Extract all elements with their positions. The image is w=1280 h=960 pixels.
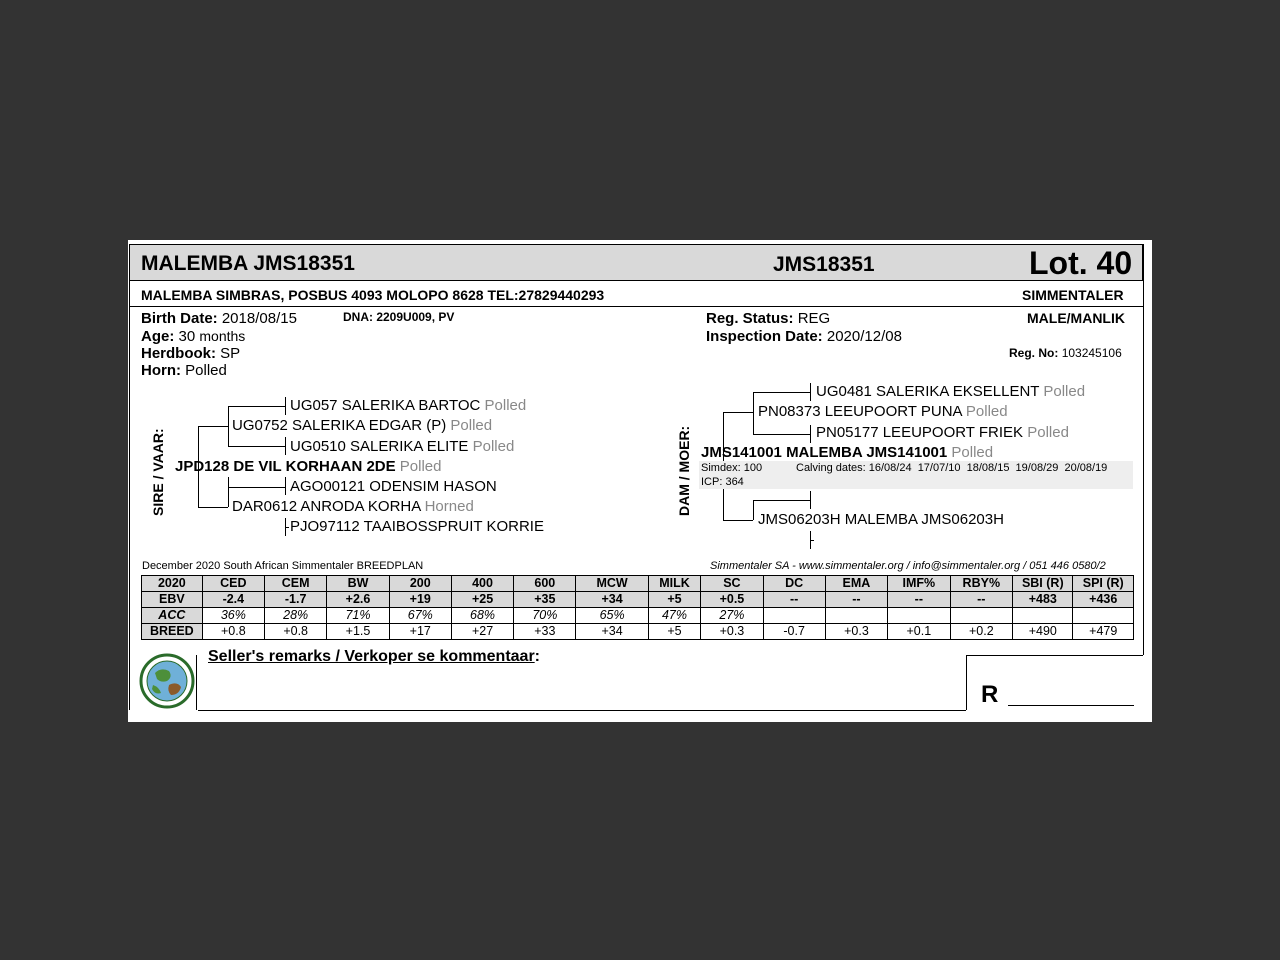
line — [228, 477, 229, 507]
ebv-header-row-cell: MILK — [648, 576, 701, 592]
ebv-header-row-cell: 2020 — [142, 576, 203, 592]
ebv-row-breed-cell: +0.3 — [701, 624, 763, 640]
ebv-header-row-cell: EMA — [825, 576, 887, 592]
ebv-row-ebv-cell: +25 — [451, 592, 513, 608]
divider — [129, 306, 1143, 307]
breed-name: SIMMENTALER — [1022, 287, 1124, 303]
line — [753, 500, 810, 501]
ebv-row-ebv-cell: -- — [950, 592, 1013, 608]
ebv-row-acc-cell: 65% — [576, 608, 648, 624]
ebv-row-ebv-cell: +483 — [1013, 592, 1073, 608]
ebv-row-breed-cell: +0.8 — [265, 624, 327, 640]
line — [228, 406, 229, 446]
price-input-line[interactable] — [1008, 705, 1134, 706]
dam-label: DAM / MOER: — [676, 425, 692, 516]
ebv-row-ebv-cell: +34 — [576, 592, 648, 608]
ebv-row-ebv-cell: +436 — [1073, 592, 1134, 608]
line — [228, 487, 285, 488]
line — [198, 710, 966, 711]
ebv-header-row-cell: 400 — [451, 576, 513, 592]
horn: Horn: Polled — [141, 362, 227, 379]
ebv-row-acc-cell: 71% — [327, 608, 389, 624]
herdbook: Herdbook: SP — [141, 345, 241, 362]
ebv-row-breed-cell: +1.5 — [327, 624, 389, 640]
ebv-row-breed-cell: BREED — [142, 624, 203, 640]
ebv-header-row-cell: SBI (R) — [1013, 576, 1073, 592]
line — [966, 655, 1143, 656]
ebv-row-ebv-cell: +0.5 — [701, 592, 763, 608]
line — [196, 655, 197, 710]
line — [753, 392, 810, 393]
ebv-row-breed — [142, 624, 1134, 640]
line — [810, 425, 811, 443]
ebv-row-breed-cell: +33 — [514, 624, 576, 640]
sire-label: SIRE / VAAR: — [150, 428, 166, 516]
ebv-row-ebv-cell: -1.7 — [265, 592, 327, 608]
ebv-row-breed-cell: +27 — [451, 624, 513, 640]
ebv-row-acc-cell — [950, 608, 1013, 624]
line — [285, 397, 286, 415]
line — [966, 655, 967, 710]
line — [228, 446, 285, 447]
ebv-row-breed-cell: +5 — [648, 624, 701, 640]
lot-card — [128, 240, 1152, 722]
inspection-date: Inspection Date: 2020/12/08 — [706, 328, 902, 345]
ebv-row-breed-cell: +34 — [576, 624, 648, 640]
ebv-row-breed-cell: +0.2 — [950, 624, 1013, 640]
line — [723, 412, 753, 413]
ebv-row-breed-cell: -0.7 — [763, 624, 825, 640]
ebv-row-acc-cell — [825, 608, 887, 624]
dam-dam: JMS06203H MALEMBA JMS06203H — [758, 511, 1004, 528]
ebv-row-acc-cell: 70% — [514, 608, 576, 624]
line — [228, 406, 285, 407]
dam-calving-dates: Calving dates: 16/08/24 17/07/10 18/08/15 19/08/29 20/08/19 — [796, 462, 1108, 474]
ebv-row-acc-cell — [1073, 608, 1134, 624]
dam-sire-sire: UG0481 SALERIKA EKSELLENT Polled — [816, 383, 1086, 400]
ebv-row-breed-cell: +17 — [389, 624, 451, 640]
ebv-row-acc-cell: 28% — [265, 608, 327, 624]
lot-number: Lot. 40 — [1029, 245, 1133, 281]
line — [810, 491, 811, 509]
ebv-row-acc-cell: 68% — [451, 608, 513, 624]
sire-sire-dam: UG0510 SALERIKA ELITE Polled — [290, 438, 515, 455]
line — [753, 434, 810, 435]
line — [285, 437, 286, 455]
ebv-row-ebv-cell: +2.6 — [327, 592, 389, 608]
line — [285, 477, 286, 495]
ebv-row-ebv-cell: -2.4 — [202, 592, 264, 608]
ebv-row-ebv-cell: -- — [825, 592, 887, 608]
sire-dam: DAR0612 ANRODA KORHA Horned — [232, 498, 474, 515]
ebv-header-row-cell: SPI (R) — [1073, 576, 1134, 592]
line — [285, 527, 289, 528]
ebv-row-acc-cell: ACC — [142, 608, 203, 624]
age: Age: 30 months — [141, 328, 246, 345]
reg-number: Reg. No: 103245106 — [1009, 346, 1122, 360]
line — [198, 426, 228, 427]
ebv-row-breed-cell: +490 — [1013, 624, 1073, 640]
ebv-row-breed-cell: +0.8 — [202, 624, 264, 640]
ebv-row-acc-cell — [763, 608, 825, 624]
line — [723, 520, 753, 521]
ebv-row-acc — [142, 608, 1134, 624]
ebv-row-ebv-cell: -- — [763, 592, 825, 608]
sire-dam-dam: PJO97112 TAAIBOSSPRUIT KORRIE — [290, 518, 544, 535]
frame-left — [129, 244, 130, 710]
seller-remarks-label: Seller's remarks / Verkoper se kommentaar: — [208, 648, 540, 665]
ebv-header-row-cell: SC — [701, 576, 763, 592]
frame-right — [1143, 244, 1144, 655]
sire-dam-sire: AGO00121 ODENSIM HASON — [290, 478, 497, 495]
breedplan-contact: Simmentaler SA - www.simmentaler.org / info@simmentaler.org / 051 446 0580/2 — [710, 560, 1106, 572]
ebv-row-ebv-cell: -- — [888, 592, 950, 608]
ebv-row-breed-cell: +0.1 — [888, 624, 950, 640]
ebv-row-acc-cell: 67% — [389, 608, 451, 624]
line — [810, 383, 811, 401]
ebv-row-acc-cell: 36% — [202, 608, 264, 624]
sire-sire: UG0752 SALERIKA EDGAR (P) Polled — [232, 417, 493, 434]
price-currency: R — [981, 681, 999, 708]
ebv-header-row-cell: MCW — [576, 576, 648, 592]
birth-date: Birth Date: 2018/08/15 — [141, 310, 297, 327]
ebv-header-row-cell: RBY% — [950, 576, 1013, 592]
ebv-header-row-cell: 200 — [389, 576, 451, 592]
ebv-row-ebv-cell: +19 — [389, 592, 451, 608]
sire: JPD128 DE VIL KORHAAN 2DE Polled — [175, 458, 442, 475]
dam-sire: PN08373 LEEUPOORT PUNA Polled — [758, 403, 1008, 420]
line — [753, 500, 754, 520]
ebv-header-row — [142, 576, 1134, 592]
ebv-header-row-cell: CED — [202, 576, 264, 592]
breeder-address: MALEMBA SIMBRAS, POSBUS 4093 MOLOPO 8628 TEL:27829440293 — [141, 287, 605, 303]
ebv-row-acc-cell — [888, 608, 950, 624]
ebv-header-row-cell: 600 — [514, 576, 576, 592]
ebv-row-acc-cell: 27% — [701, 608, 763, 624]
dam-sire-dam: PN05177 LEEUPOORT FRIEK Polled — [816, 424, 1069, 441]
ebv-row-breed-cell: +479 — [1073, 624, 1134, 640]
dam-icp: ICP: 364 — [701, 476, 744, 488]
dam-simdex: Simdex: 100 — [701, 462, 763, 474]
line — [753, 392, 754, 434]
sex: MALE/MANLIK — [1027, 310, 1125, 326]
line — [810, 540, 814, 541]
animal-name: MALEMBA JMS18351 — [141, 252, 355, 275]
ebv-row-ebv-cell: +5 — [648, 592, 701, 608]
ebv-row-ebv — [142, 592, 1134, 608]
ebv-row-ebv-cell: EBV — [142, 592, 203, 608]
ebv-row-acc-cell — [1013, 608, 1073, 624]
ebv-header-row-cell: DC — [763, 576, 825, 592]
sire-sire-sire: UG057 SALERIKA BARTOC Polled — [290, 397, 527, 414]
ebv-header-row-cell: BW — [327, 576, 389, 592]
ebv-row-breed-cell: +0.3 — [825, 624, 887, 640]
dna: DNA: 2209U009, PV — [343, 310, 455, 324]
line — [198, 507, 228, 508]
reg-status: Reg. Status: REG — [706, 310, 831, 327]
ebv-header-row-cell: IMF% — [888, 576, 950, 592]
ebv-row-acc-cell: 47% — [648, 608, 701, 624]
ebv-table — [141, 575, 1134, 640]
ebv-row-ebv-cell: +35 — [514, 592, 576, 608]
ebv-header-row-cell: CEM — [265, 576, 327, 592]
simmentaler-logo-icon — [139, 653, 195, 709]
breedplan-source: December 2020 South African Simmentaler BREEDPLAN — [142, 560, 424, 572]
dam: JMS141001 MALEMBA JMS141001 Polled — [701, 444, 994, 461]
animal-id: JMS18351 — [773, 253, 875, 276]
